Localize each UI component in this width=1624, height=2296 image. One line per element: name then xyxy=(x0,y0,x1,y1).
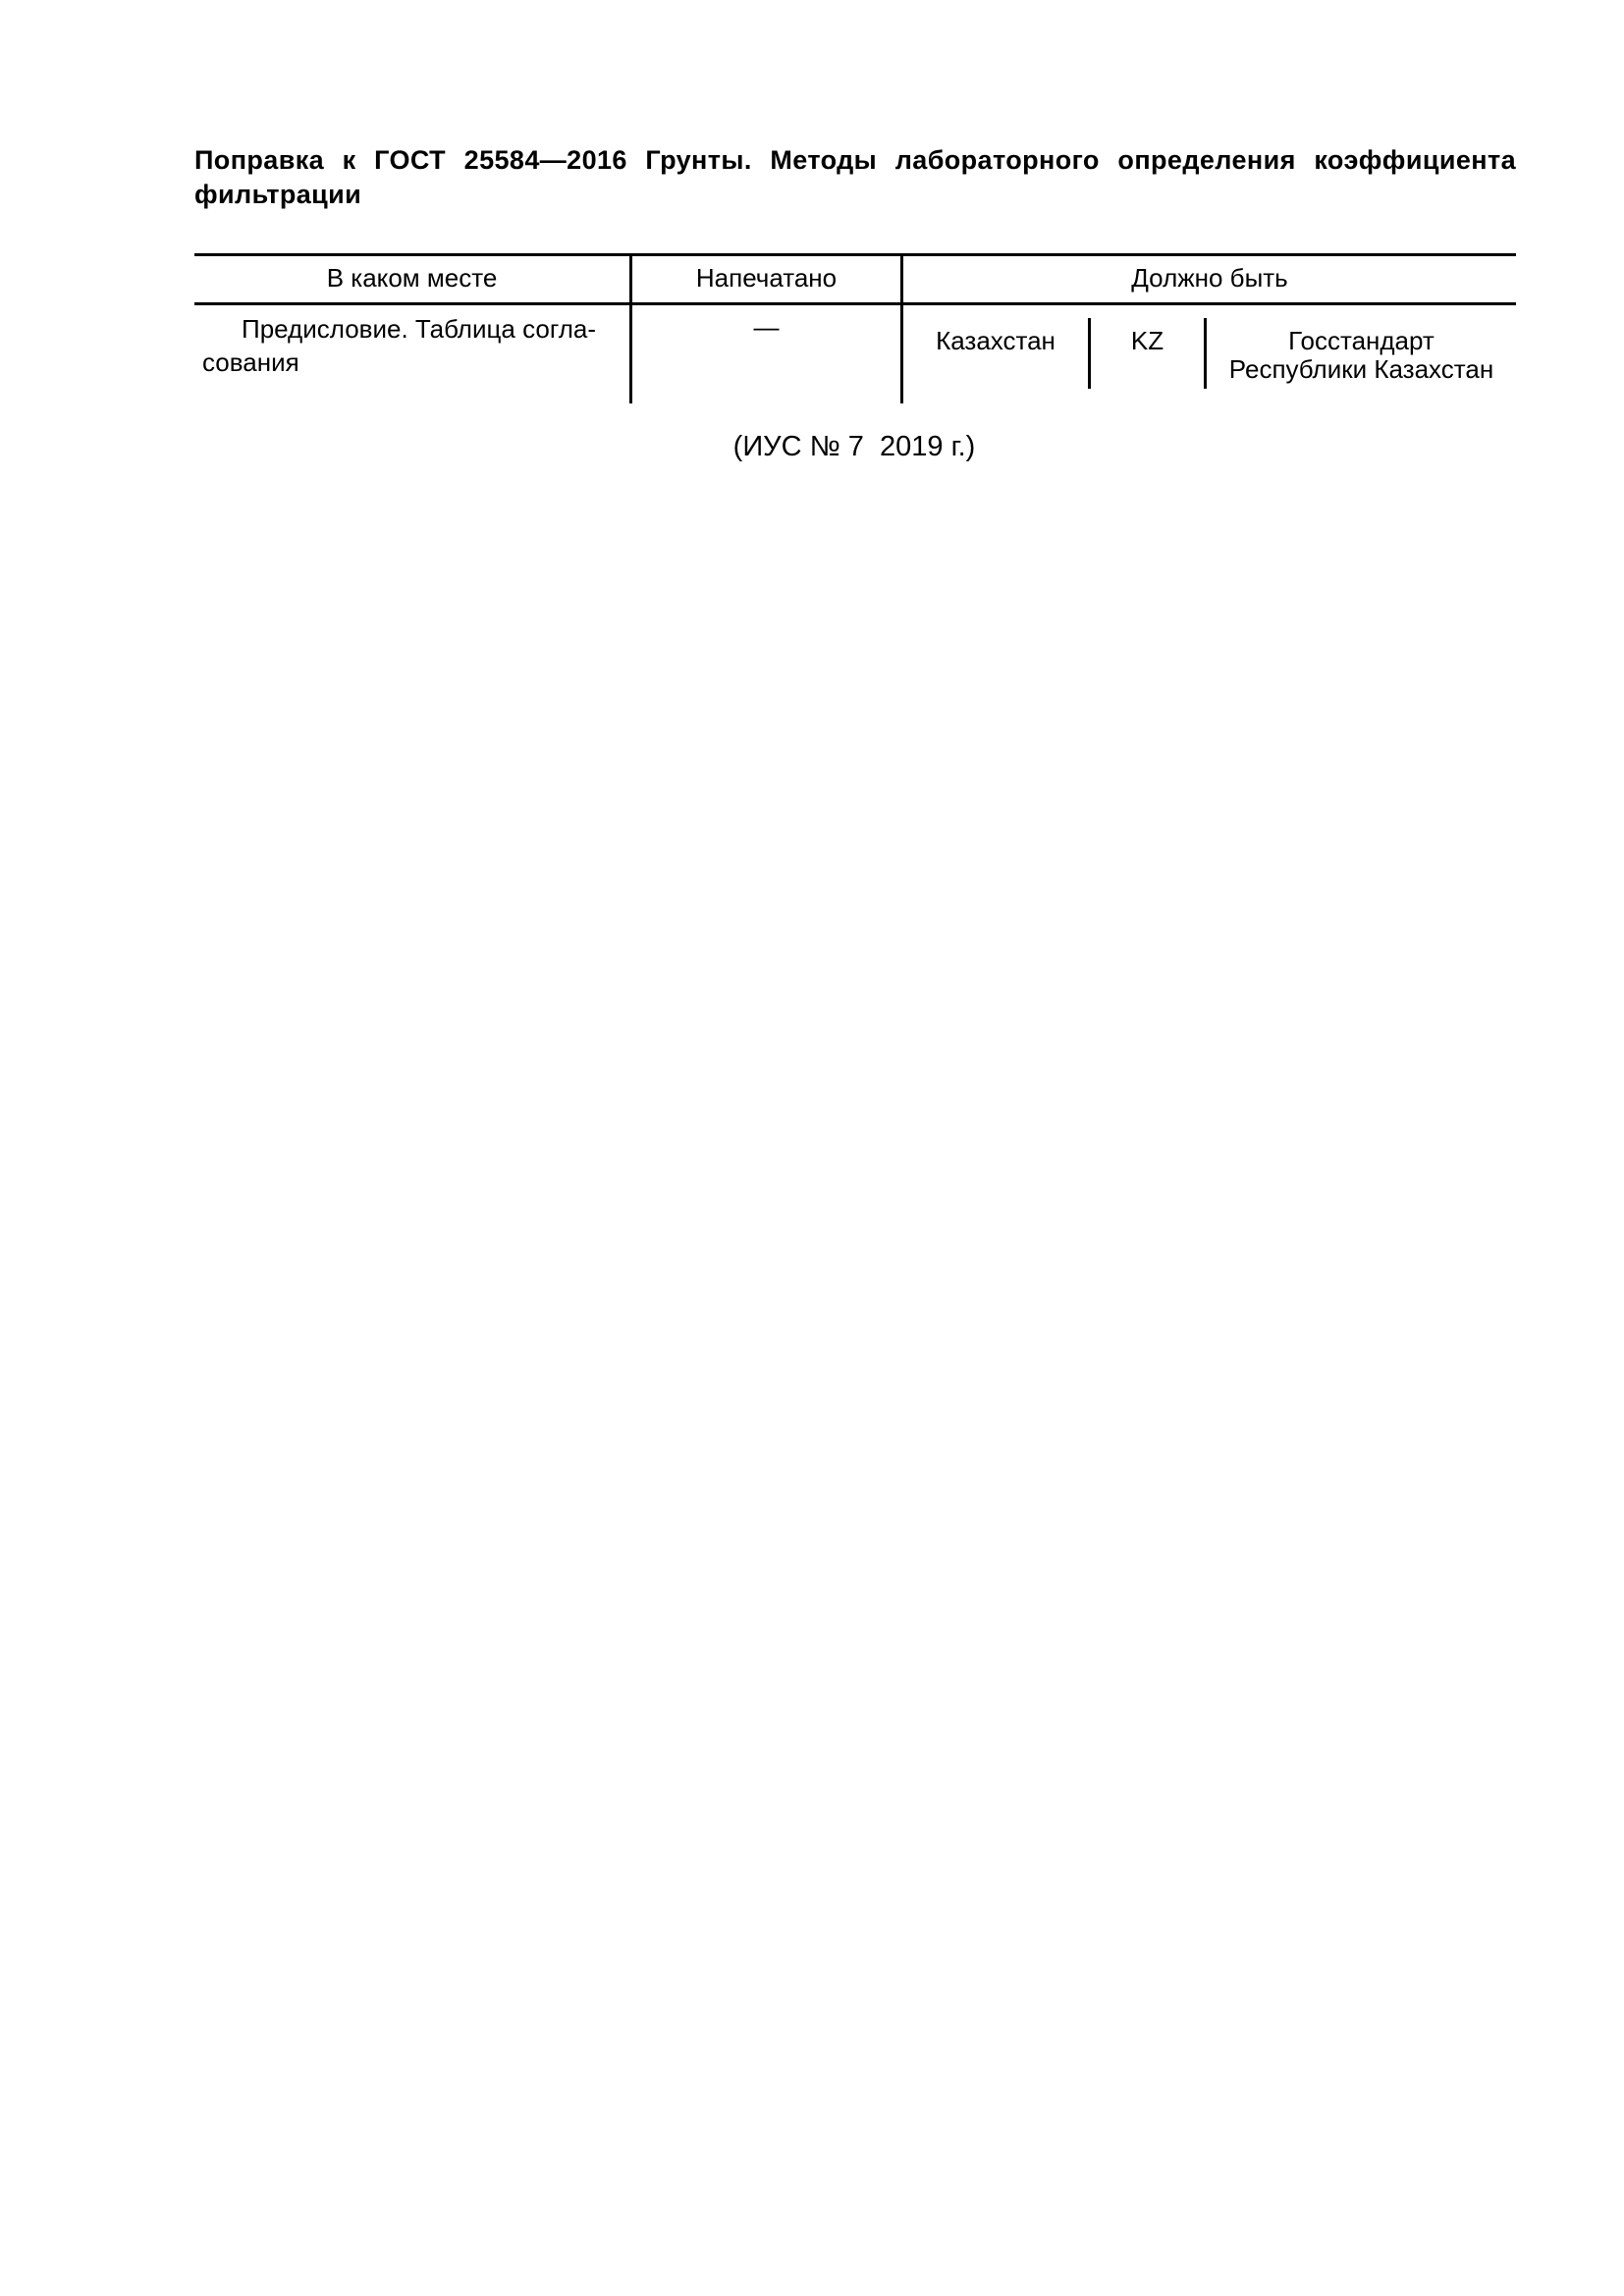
header-printed: Напечатано xyxy=(695,263,838,293)
row-country-code: KZ xyxy=(1130,326,1164,355)
row-where-line2: сования xyxy=(202,347,299,377)
table-top-rule xyxy=(194,253,1516,256)
page-title: Поправка к ГОСТ 25584—2016 Грунты. Методы лабораторного определения коэффициента фильтрации xyxy=(194,145,1516,209)
header-where: В каком месте xyxy=(326,263,498,293)
amendment-table xyxy=(194,253,1516,403)
publication-note: (ИУС № 7 2019 г.) xyxy=(732,431,976,462)
row-where-line1: Предисловие. Таблица согла- xyxy=(242,314,597,344)
row-agency-line2: Республики Казахстан xyxy=(1228,354,1494,384)
row-printed: — xyxy=(753,312,780,342)
table-header-rule xyxy=(194,302,1516,305)
header-should-be: Должно быть xyxy=(1131,263,1288,293)
row-country: Казахстан xyxy=(936,326,1056,355)
row-agency-line1: Госстандарт xyxy=(1288,326,1435,355)
